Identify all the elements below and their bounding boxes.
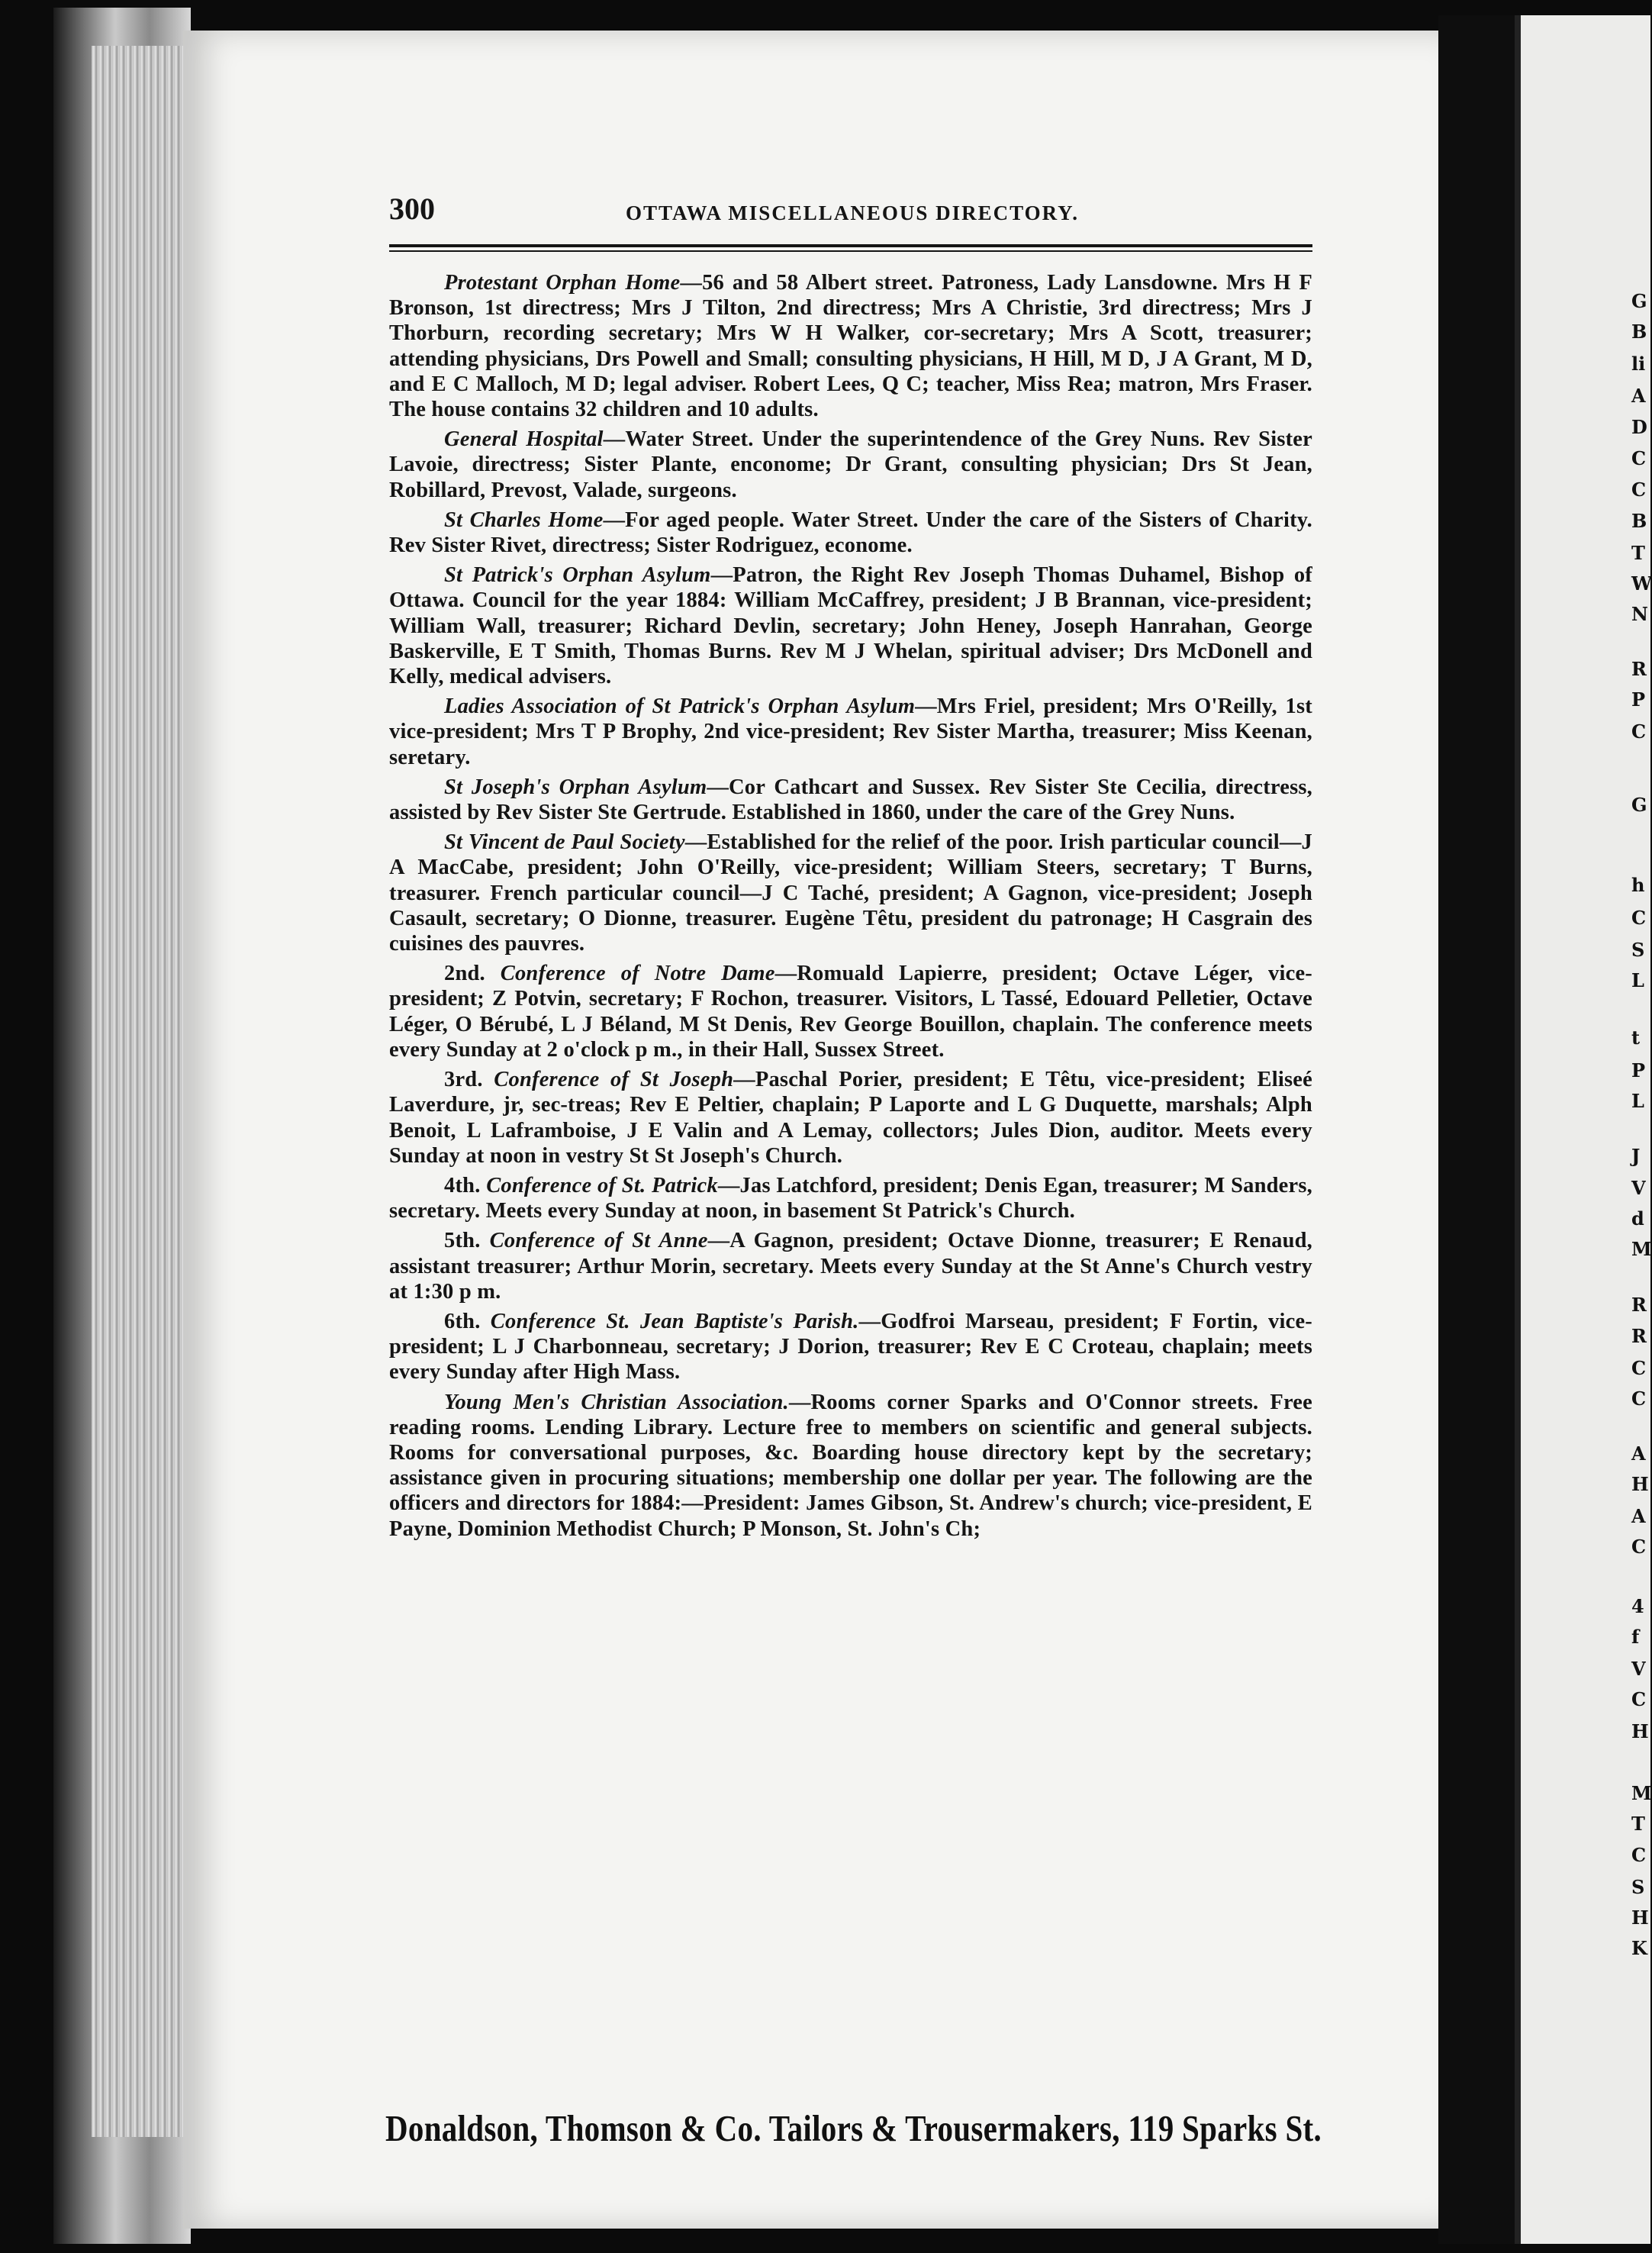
- facing-page-letter: H: [1631, 1473, 1649, 1495]
- directory-entry: [389, 427, 1312, 503]
- page-number: 300: [389, 192, 435, 226]
- entry-lead: St Patrick's Orphan Asylum: [444, 563, 711, 588]
- facing-page-letter: h: [1631, 874, 1645, 896]
- entry-ordinal: 5th.: [444, 1229, 490, 1253]
- facing-page-letter: d: [1631, 1207, 1644, 1230]
- facing-page-letter: L: [1631, 1090, 1644, 1112]
- footer-advertisement: Donaldson, Thomson & Co. Tailors & Trousermakers, 119 Sparks St.: [385, 2107, 1322, 2149]
- facing-page-letter: J: [1631, 1145, 1641, 1167]
- directory-entry: [389, 694, 1312, 770]
- entry-text: —A Gagnon, president; Octave Dionne, treasurer; E Renaud, assistant treasurer; Arthur Morin, secretary. Meets every Sunday at the St Anne's Church vestry at 1:30 p m.: [389, 1229, 1313, 1304]
- facing-page-letter: H: [1631, 1907, 1649, 1929]
- facing-page-letter: R: [1631, 1294, 1647, 1316]
- entry-text: —Mrs Friel, president; Mrs O'Reilly, 1st vice-president; Mrs T P Brophy, 2nd vice-president; Rev Sister Martha, treasurer; Miss Keenan, seretary.: [389, 695, 1312, 769]
- directory-entries: [389, 270, 1312, 1542]
- running-head: OTTAWA MISCELLANEOUS DIRECTORY.: [626, 201, 1079, 224]
- entry-text: —For aged people. Water Street. Under the care of the Sisters of Charity. Rev Sister Rivet, directress; Sister Rodriguez, econome.: [389, 508, 1312, 558]
- facing-page-letter: P: [1631, 1059, 1646, 1081]
- entry-lead: Ladies Association of St Patrick's Orphan Asylum: [444, 695, 916, 719]
- facing-page-letter: S: [1631, 939, 1645, 961]
- entry-text: —Cor Cathcart and Sussex. Rev Sister Ste Cecilia, directress, assisted by Rev Sister Ste Gertrude. Established in 1860, under the care of the Grey Nuns.: [389, 775, 1313, 825]
- directory-entry: [389, 1067, 1312, 1168]
- entry-lead: Conference of Notre Dame: [500, 962, 775, 986]
- facing-page-letter: P: [1631, 688, 1646, 711]
- entry-lead: General Hospital: [444, 427, 604, 452]
- facing-page-letter: C: [1631, 447, 1647, 469]
- facing-page-letter: A: [1631, 385, 1646, 407]
- facing-page-letter: H: [1631, 1720, 1649, 1742]
- facing-page-letter: G: [1631, 290, 1647, 312]
- facing-page-letter: f: [1631, 1626, 1640, 1648]
- facing-page-edge: [1515, 15, 1650, 2244]
- entry-text: —Rooms corner Sparks and O'Connor streets. Free reading rooms. Lending Library. Lecture free to members on scientific and general subjects. Rooms for conversational purposes, &c. Boarding house directory kept by the secretary; assistance given in procuring situations; membership one dollar per year. The following are the officers and directors for 1884:—President: James Gibson, St. Andrew's church; vice-president, E Payne, Dominion Methodist Church; P Monson, St. John's Ch;: [389, 1390, 1313, 1541]
- facing-page-letter: W: [1631, 572, 1652, 595]
- entry-text: —Paschal Porier, president; E Têtu, vice-president; Eliseé Laverdure, jr, sec-treas; Rev E Peltier, chaplain; P Laporte and L G Duquette, marshals; Alph Benoit, L Laframboise, J E Valin and A Lemay, collectors; Jules Dion, auditor. Meets every Sunday at noon in vestry St St Joseph's Church.: [389, 1068, 1312, 1168]
- facing-page-letter: G: [1631, 794, 1647, 816]
- facing-page-letter: t: [1631, 1027, 1641, 1049]
- entry-text: —Jas Latchford, president; Denis Egan, treasurer; M Sanders, secretary. Meets every Sunday at noon, in basement St Patrick's Church.: [389, 1173, 1312, 1223]
- facing-page-letter: T: [1631, 1813, 1645, 1835]
- entry-text: —Patron, the Right Rev Joseph Thomas Duhamel, Bishop of Ottawa. Council for the year 1884: William McCaffrey, president; J B Brannan, vice-president; William Wall, treasurer; Richard Devlin, secretary; John Heney, Joseph Hanrahan, George Baskerville, E T Smith, Thomas Burns. Rev M J Whelan, spiritual adviser; Drs McDonell and Kelly, medical advisers.: [389, 563, 1312, 689]
- entry-ordinal: 2nd.: [444, 962, 501, 986]
- facing-page-letter: C: [1631, 1688, 1647, 1710]
- facing-page-letter: C: [1631, 907, 1647, 929]
- entry-text: —56 and 58 Albert street. Patroness, Lady Lansdowne. Mrs H F Bronson, 1st directress; Mrs J Tilton, 2nd directress; Mrs A Christie, 3rd directress; Mrs J Thorburn, recording secretary; Mrs W H Walker, cor-secretary; Mrs A Scott, treasurer; attending physicians, Drs Powell and Small; consulting physicians, H Hill, M D, J A Grant, M D, and E C Malloch, M D; legal adviser. Robert Lees, Q C; teacher, Miss Rea; matron, Mrs Fraser. The house contains 32 children and 10 adults.: [389, 271, 1313, 422]
- facing-page-letter: D: [1631, 416, 1647, 438]
- directory-entry: [389, 270, 1312, 422]
- facing-page-letter: T: [1631, 542, 1645, 564]
- facing-page-letter: V: [1631, 1177, 1646, 1199]
- entry-ordinal: 6th.: [444, 1309, 491, 1333]
- facing-page-letter: C: [1631, 479, 1647, 501]
- facing-page-letter: A: [1631, 1442, 1646, 1465]
- facing-page-letter: C: [1631, 720, 1647, 743]
- entry-lead: St Charles Home: [444, 508, 604, 532]
- directory-entry: [389, 1228, 1312, 1304]
- entry-text: —Established for the relief of the poor. Irish particular council—J A MacCabe, president; John O'Reilly, vice-president; William Steers, secretary; T Burns, treasurer. French particular council—J C Taché, president; A Gagnon, vice-president; Joseph Casault, secretary; O Dionne, treasurer. Eugène Têtu, president du patronage; H Casgrain des cuisines des pauvres.: [389, 830, 1312, 956]
- entry-lead: St Vincent de Paul Society: [444, 830, 685, 855]
- entry-lead: Young Men's Christian Association.: [444, 1390, 789, 1414]
- directory-entry: [389, 1309, 1312, 1385]
- facing-page-letter: V: [1631, 1658, 1646, 1680]
- facing-page-letter: K: [1631, 1937, 1647, 1959]
- facing-page-letter: R: [1631, 658, 1647, 680]
- entry-lead: Conference of St Joseph: [494, 1068, 734, 1092]
- facing-page-letter: C: [1631, 1357, 1647, 1379]
- facing-page-letter: C: [1631, 1388, 1647, 1410]
- facing-page-letter: 4: [1631, 1595, 1644, 1617]
- facing-page-letter: B: [1631, 510, 1647, 532]
- entry-ordinal: 4th.: [444, 1173, 487, 1197]
- entry-text: —Romuald Lapierre, president; Octave Léger, vice-president; Z Potvin, secretary; F Rochon, treasurer. Visitors, L Tassé, Edouard Pelletier, Octave Léger, O Bérubé, L J Béland, M St Denis, Rev George Bouillon, chaplain. The conference meets every Sunday at 2 o'clock p m., in their Hall, Sussex Street.: [389, 962, 1312, 1062]
- directory-entry: [389, 830, 1312, 956]
- facing-page-letter: R: [1631, 1325, 1647, 1347]
- entry-text: —Water Street. Under the superintendence of the Grey Nuns. Rev Sister Lavoie, directress; Sister Plante, enconome; Dr Grant, consulting physician; Drs St Jean, Robillard, Prevost, Valade, surgeons.: [389, 427, 1312, 502]
- directory-entry: [389, 1173, 1312, 1223]
- facing-page-letter: C: [1631, 1844, 1647, 1866]
- facing-page-letter: li: [1631, 353, 1646, 375]
- facing-page-letter: L: [1631, 969, 1644, 991]
- page-header: [389, 191, 1312, 237]
- facing-page-letter: N: [1631, 603, 1648, 625]
- facing-page-letter: S: [1631, 1876, 1645, 1898]
- entry-lead: Conference St. Jean Baptiste's Parish.: [490, 1309, 859, 1333]
- directory-entry: [389, 508, 1312, 558]
- entry-lead: St Joseph's Orphan Asylum: [444, 775, 707, 799]
- entry-ordinal: 3rd.: [444, 1068, 494, 1092]
- facing-page-letter: C: [1631, 1536, 1647, 1558]
- directory-entry: [389, 961, 1312, 1062]
- entry-lead: Protestant Orphan Home: [444, 271, 681, 295]
- entry-lead: Conference of St Anne: [489, 1229, 708, 1253]
- directory-entry: [389, 775, 1312, 825]
- facing-page-letter: A: [1631, 1505, 1646, 1527]
- facing-page-letter: M: [1631, 1782, 1652, 1804]
- facing-page-letter: M: [1631, 1238, 1652, 1260]
- facing-page-letter: B: [1631, 321, 1647, 343]
- header-rule: [389, 244, 1312, 252]
- entry-lead: Conference of St. Patrick: [486, 1173, 718, 1197]
- entry-text: —Godfroi Marseau, president; F Fortin, vice-president; L J Charbonneau, secretary; J Dorion, treasurer; Rev E C Croteau, chaplain; meets every Sunday after High Mass.: [389, 1309, 1312, 1384]
- page-content: [389, 191, 1312, 1546]
- page-stack-edges: [92, 46, 198, 2137]
- directory-entry: [389, 562, 1312, 689]
- directory-entry: [389, 1390, 1312, 1542]
